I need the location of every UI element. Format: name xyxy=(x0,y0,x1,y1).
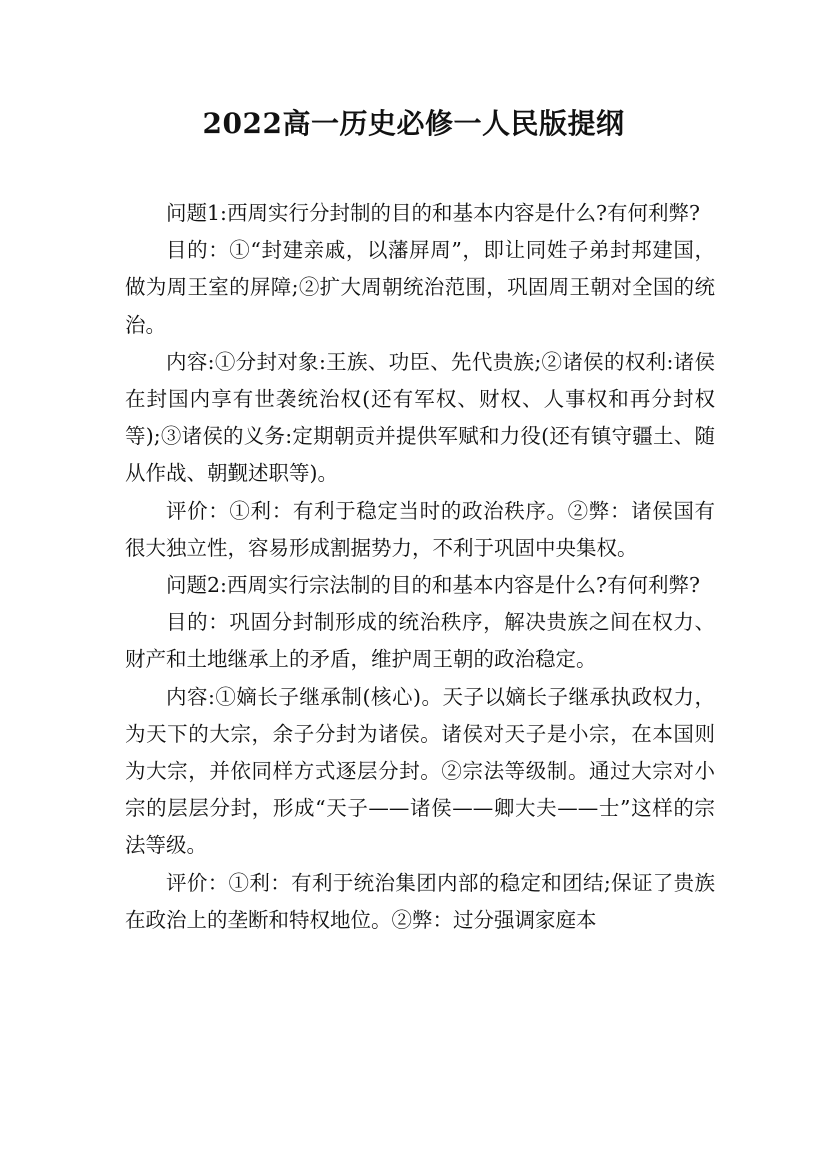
paragraph-zongfa-evaluation: 评价：①利：有利于统治集团内部的稳定和团结;保证了贵族在政治上的垄断和特权地位。②弊：过分强调家庭本 xyxy=(125,870,715,932)
paragraph-zongfa-purpose: 目的：巩固分封制形成的统治秩序，解决贵族之间在权力、财产和土地继承上的矛盾，维护周王朝的政治稳定。 xyxy=(125,610,715,672)
paragraph-zongfa-content: 内容:①嫡长子继承制(核心)。天子以嫡长子继承执政权力，为天下的大宗，余子分封为诸侯。诸侯对天子是小宗，在本国则为大宗，并依同样方式逐层分封。②宗法等级制。通过大宗对小宗的层层分封，形成“天子——诸侯——卿大夫——士”这样的宗法等级。 xyxy=(125,684,715,858)
document-title: 2022高一历史必修一人民版提纲 xyxy=(202,107,625,140)
document-body xyxy=(125,195,715,939)
paragraph-question-2: 问题2:西周实行宗法制的目的和基本内容是什么?有何利弊? xyxy=(166,573,700,598)
paragraph-fengjian-evaluation: 评价：①利：有利于稳定当时的政治秩序。②弊：诸侯国有很大独立性，容易形成割据势力，不利于巩固中央集权。 xyxy=(125,498,715,560)
paragraph-fengjian-content: 内容:①分封对象:王族、功臣、先代贵族;②诸侯的权利:诸侯在封国内享有世袭统治权(还有军权、财权、人事权和再分封权等);③诸侯的义务:定期朝贡并提供军赋和力役(还有镇守疆土、随从作战、朝觐述职等)。 xyxy=(125,349,715,486)
paragraph-question-1: 问题1:西周实行分封制的目的和基本内容是什么?有何利弊? xyxy=(166,201,700,225)
paragraph-fengjian-purpose: 目的：①“封建亲戚，以藩屏周”，即让同姓子弟封邦建国，做为周王室的屏障;②扩大周朝统治范围，巩固周王朝对全国的统治。 xyxy=(125,238,715,337)
